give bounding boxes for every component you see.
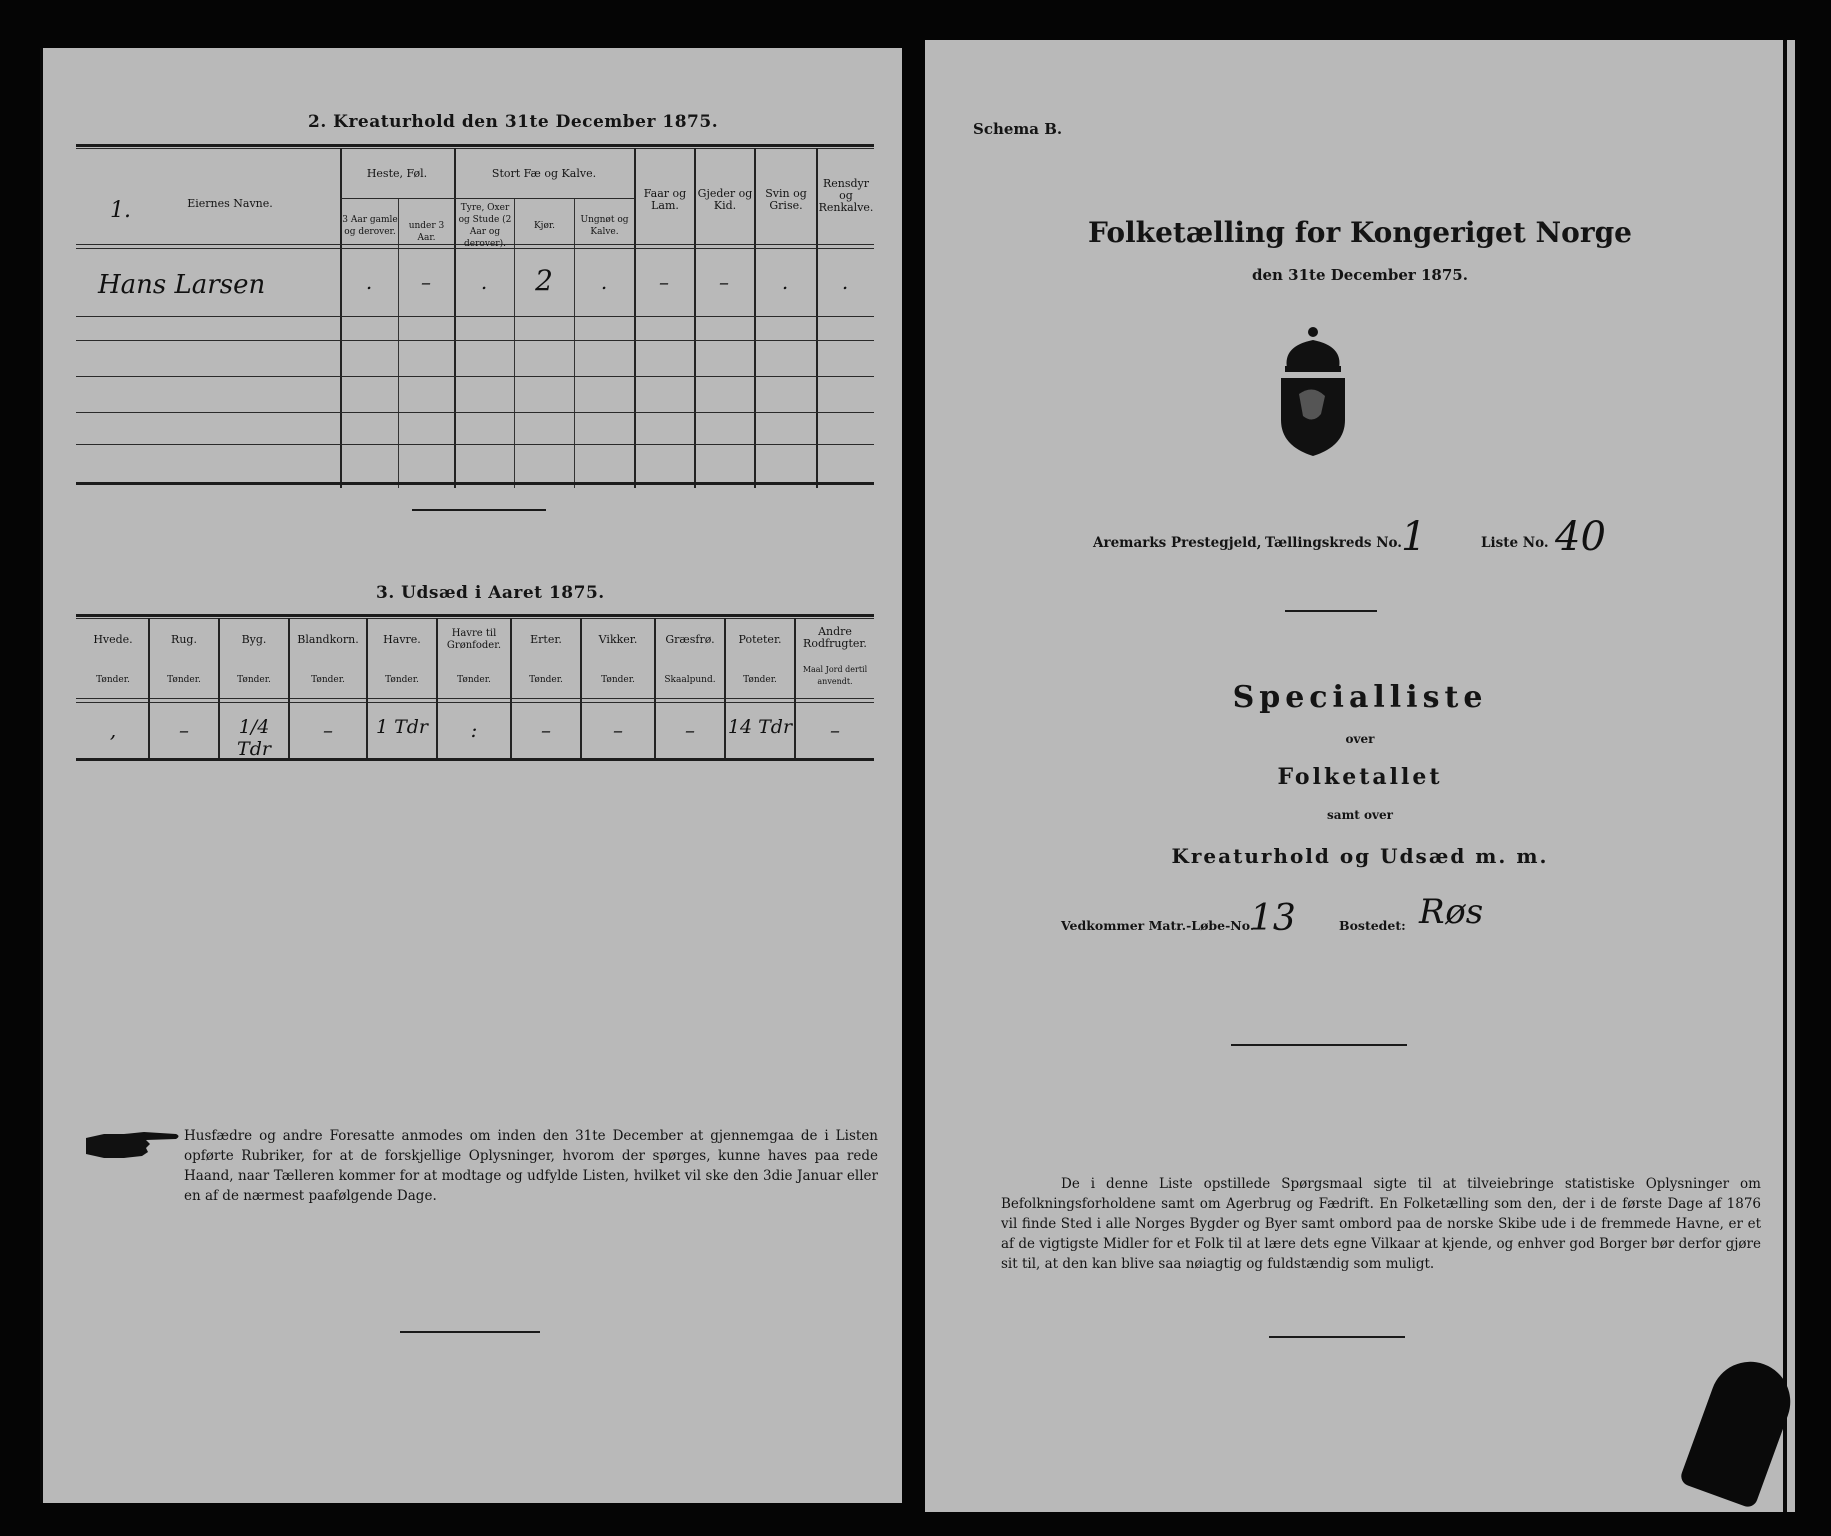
separator xyxy=(1285,610,1377,612)
livestock-value: . xyxy=(365,270,373,294)
separator xyxy=(412,509,546,511)
seed-col-unit: Skaalpund. xyxy=(664,675,716,685)
samt-over-label: samt over xyxy=(1327,808,1393,822)
seed-col-unit: Maal Jord dertil anvendt. xyxy=(802,665,868,686)
seed-value: , xyxy=(109,718,117,742)
owner-name: Hans Larsen xyxy=(98,270,266,300)
col-reindeer: Rensdyr og Renkalve. xyxy=(818,177,874,214)
folketallet: Folketallet xyxy=(1277,764,1443,790)
col-goats: Gjeder og Kid. xyxy=(697,187,753,212)
seed-heading: 3. Udsæd i Aaret 1875. xyxy=(376,583,605,603)
seed-value: 14 Tdr xyxy=(727,716,793,738)
livestock-value: . xyxy=(781,270,789,294)
seed-col-unit: Tønder. xyxy=(385,675,419,685)
livestock-value: . xyxy=(841,270,849,294)
livestock-value: . xyxy=(600,270,608,294)
separator xyxy=(1231,1044,1407,1046)
seed-col-unit: Tønder. xyxy=(601,675,635,685)
census-title: Folketælling for Kongeriget Norge xyxy=(1088,216,1632,249)
separator xyxy=(1269,1336,1405,1338)
seed-col-unit: Tønder. xyxy=(167,675,201,685)
seed-value: – xyxy=(830,718,840,742)
seed-col-label: Havre til Grønfoder. xyxy=(446,628,502,651)
schema-label: Schema B. xyxy=(973,120,1063,138)
col-oxen: Tyre, Oxer og Stude (2 Aar og derover). xyxy=(458,203,512,249)
over-label: over xyxy=(1345,732,1375,746)
seed-col-unit: Tønder. xyxy=(237,675,271,685)
seed-col-unit: Tønder. xyxy=(529,675,563,685)
matr-value: 13 xyxy=(1250,898,1296,939)
seed-col-label: Poteter. xyxy=(738,633,782,646)
seed-col-label: Hvede. xyxy=(93,633,133,646)
livestock-value: 2 xyxy=(535,264,553,297)
seed-value: – xyxy=(541,718,551,742)
col-horses-under3: under 3 Aar. xyxy=(408,221,445,243)
col-cows: Kjør. xyxy=(533,221,556,231)
seed-value: – xyxy=(179,718,189,742)
col-horses-3yr: 3 Aar gamle og derover. xyxy=(342,215,398,237)
seed-col-label: Andre Rodfrugter. xyxy=(803,625,867,650)
parish: Aremarks Prestegjeld, xyxy=(1093,535,1262,551)
col-young-cattle: Ungnøt og Kalve. xyxy=(580,215,629,237)
seed-value: – xyxy=(685,718,695,742)
col-sheep: Faar og Lam. xyxy=(643,187,687,212)
norwegian-coat-of-arms-icon xyxy=(1273,324,1353,458)
livestock-value: – xyxy=(421,270,431,294)
livestock-value: – xyxy=(719,270,729,294)
seed-value: – xyxy=(613,718,623,742)
separator xyxy=(400,1331,540,1333)
livestock-value: . xyxy=(480,270,488,294)
specialliste: Specialliste xyxy=(1232,680,1488,715)
right-page xyxy=(925,40,1795,1512)
seed-col-label: Græsfrø. xyxy=(665,633,715,646)
kreaturhold-title: Kreaturhold og Udsæd m. m. xyxy=(1171,844,1549,868)
seed-col-label: Rug. xyxy=(171,633,197,646)
notice-text: Husfædre og andre Foresatte anmodes om inden den 31te December at gjennemgaa de i Listen opførte Rubriker, for at de forskjellige Oplysninger, hvorom der spørges, kunne haves paa rede Haand, naar Tælleren kommer for at modtage og udfylde Listen, hvilket vil ske den 3die Januar eller en af de nærmest paafølgende Dage. xyxy=(184,1128,878,1204)
seed-col-unit: Tønder. xyxy=(96,675,130,685)
seed-value: – xyxy=(323,718,333,742)
col-pigs: Svin og Grise. xyxy=(765,187,807,212)
bostedet-label: Bostedet: xyxy=(1339,918,1406,933)
livestock-value: – xyxy=(659,270,669,294)
row-number: 1. xyxy=(110,198,131,223)
circuit-value: 1 xyxy=(1401,514,1427,560)
seed-col-label: Vikker. xyxy=(598,633,638,646)
census-paragraph: De i denne Liste opstillede Spørgsmaal sigte til at tilveiebringe statistiske Oplysninger om Befolkningsforholdene samt om Agerbrug og Fædrift. En Folketælling som den, der i de første Dage af 1876 vil finde Sted i alle Norges Bygder og Byer samt ombord paa de norske Skibe ude i de fremmede Havne, er et af de vigtigste Midler for et Folk til at lære dets egne Vilkaar at kjende, og enhver god Borger bør derfor gjøre sit til, at den kan blive saa nøiagtig og fuldstændig som muligt. xyxy=(1001,1176,1761,1272)
seed-col-label: Erter. xyxy=(530,633,562,646)
census-date: den 31te December 1875. xyxy=(1252,266,1468,284)
seed-value: 1 Tdr xyxy=(375,716,429,738)
seed-col-unit: Tønder. xyxy=(457,675,491,685)
circuit-label: Tællingskreds No. xyxy=(1265,535,1403,551)
seed-col-label: Byg. xyxy=(241,633,267,646)
cattle-group-label: Stort Fæ og Kalve. xyxy=(491,167,597,180)
list-value: 40 xyxy=(1555,514,1606,560)
seed-value: : xyxy=(470,718,478,742)
bostedet-value: Røs xyxy=(1419,892,1484,932)
seed-col-label: Blandkorn. xyxy=(297,633,359,646)
seed-col-unit: Tønder. xyxy=(743,675,777,685)
pointing-hand-icon xyxy=(84,1128,182,1162)
horses-group-label: Heste, Føl. xyxy=(366,167,428,180)
matr-label: Vedkommer Matr.-Løbe-No. xyxy=(1061,918,1255,933)
owner-col-label: Eiernes Navne. xyxy=(187,197,273,210)
livestock-heading: 2. Kreaturhold den 31te December 1875. xyxy=(308,112,719,132)
seed-value: 1/4 Tdr xyxy=(237,716,271,760)
list-label: Liste No. xyxy=(1481,535,1549,551)
seed-col-label: Havre. xyxy=(383,633,421,646)
seed-col-unit: Tønder. xyxy=(311,675,345,685)
left-page xyxy=(40,48,902,1503)
